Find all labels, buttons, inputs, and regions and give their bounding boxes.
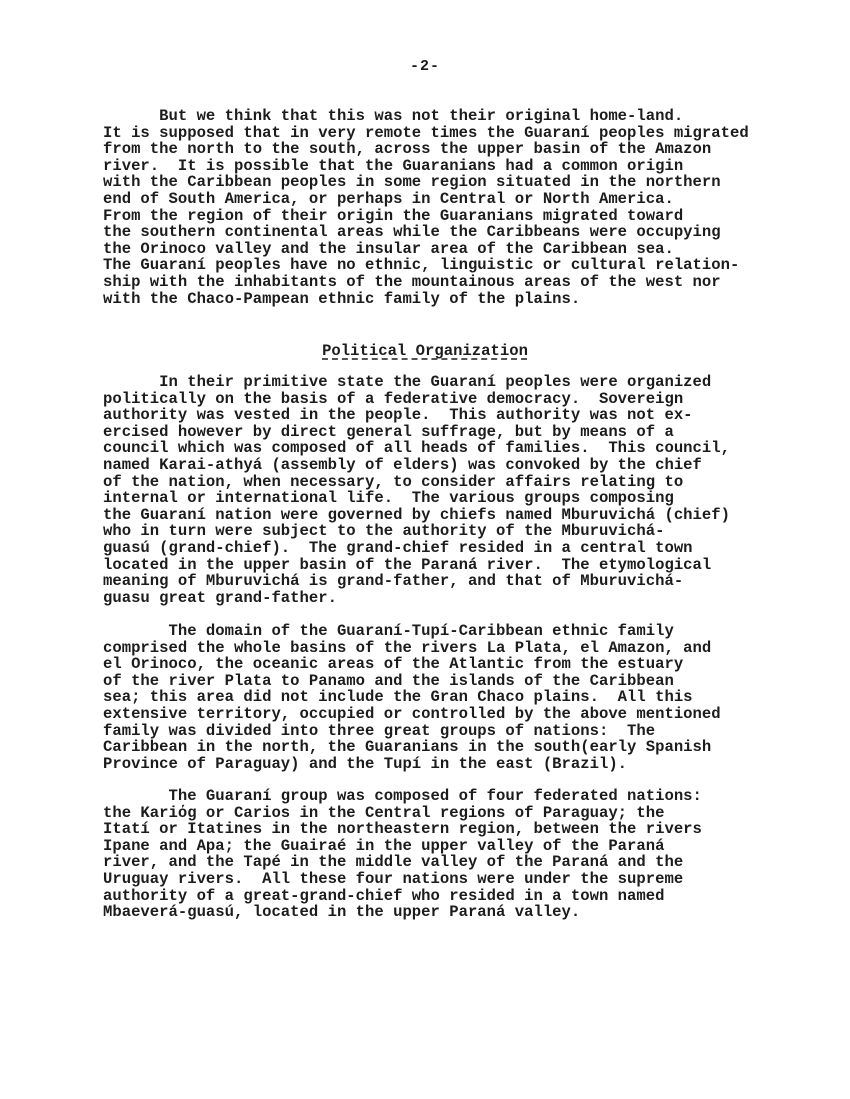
paragraph-domain [103,623,803,772]
text-line: the Orinoco valley and the insular area of the Caribbean sea. [103,239,674,258]
text-line: From the region of their origin the Guaranians migrated toward [103,206,684,225]
text-line: river, and the Tapé in the middle valley of the Paraná and the [103,853,684,872]
text-line: authority was vested in the people. This authority was not ex- [103,406,693,425]
text-line: the southern continental areas while the Caribbeans were occupying [103,223,721,242]
section-heading [0,342,850,360]
text-line: Itatí or Itatines in the northeastern region, between the rivers [103,820,702,839]
text-line: of the river Plata to Panamo and the islands of the Caribbean [103,671,674,690]
text-line: with the Chaco-Pampean ethnic family of the plains. [103,289,581,308]
text-line: who in turn were subject to the authority of the Mburuvichá- [103,522,665,541]
text-line: meaning of Mburuvichá is grand-father, and that of Mburuvichá- [103,572,684,591]
text-line: It is supposed that in very remote times the Guaraní peoples migrated [103,123,749,142]
text-line: of the nation, when necessary, to consider affairs relating to [103,472,684,491]
text-line: The domain of the Guaraní-Tupí-Caribbean ethnic family [103,622,674,640]
text-line: family was divided into three great groups of nations: The [103,721,656,740]
text-line: the Kariόg or Carios in the Central regions of Paraguay; the [103,803,665,822]
text-line: Uruguay rivers. All these four nations were under the supreme [103,869,684,888]
text-line: authority of a great-grand-chief who resided in a town named [103,886,665,905]
section-heading-text: Political Organization [322,342,528,360]
text-line: sea; this area did not include the Gran Chaco plains. All this [103,688,693,707]
text-line: located in the upper basin of the Paraná river. The etymological [103,555,712,574]
text-line: ercised however by direct general suffrage, but by means of a [103,422,674,441]
text-line: el Orinoco, the oceanic areas of the Atlantic from the estuary [103,655,684,674]
text-line: Mbaeverá-guasú, located in the upper Paraná valley. [103,903,581,922]
text-line: internal or international life. The various groups composing [103,489,674,508]
text-line: The Guaraní group was composed of four federated nations: [103,787,702,805]
text-line: guasu great grand-father. [103,588,337,607]
page-number: -2- [409,58,440,75]
text-line: comprised the whole basins of the rivers La Plata, el Amazon, and [103,638,712,657]
text-line: river. It is possible that the Guaranians had a common origin [103,156,684,175]
text-line: Province of Paraguay) and the Tupí in the east (Brazil). [103,754,628,773]
text-line: Caribbean in the north, the Guaranians in the south(early Spanish [103,738,712,757]
text-line: extensive territory, occupied or controlled by the above mentioned [103,704,721,723]
text-line: council which was composed of all heads of families. This council, [103,439,730,458]
text-line: with the Caribbean peoples in some region situated in the northern [103,173,721,192]
text-line: Ipane and Apa; the Guairaé in the upper valley of the Paraná [103,836,665,855]
text-line: end of South America, or perhaps in Central or North America. [103,189,674,208]
text-line: guasú (grand-chief). The grand-chief resided in a central town [103,538,693,557]
text-line: But we think that this was not their original home-land. [103,107,684,125]
text-line: the Guaraní nation were governed by chiefs named Mburuvichá (chief) [103,505,730,524]
text-line: named Karai-athyá (assembly of elders) was convoked by the chief [103,455,702,474]
paragraph-origin [103,108,803,307]
text-line: from the north to the south, across the upper basin of the Amazon [103,140,712,159]
text-line: politically on the basis of a federative democracy. Sovereign [103,389,684,408]
text-line: The Guaraní peoples have no ethnic, linguistic or cultural relation- [103,256,740,275]
text-line: ship with the inhabitants of the mountainous areas of the west nor [103,272,721,291]
paragraph-political [103,374,803,606]
paragraph-guarani-group [103,788,803,921]
text-line: In their primitive state the Guaraní peoples were organized [103,373,712,391]
